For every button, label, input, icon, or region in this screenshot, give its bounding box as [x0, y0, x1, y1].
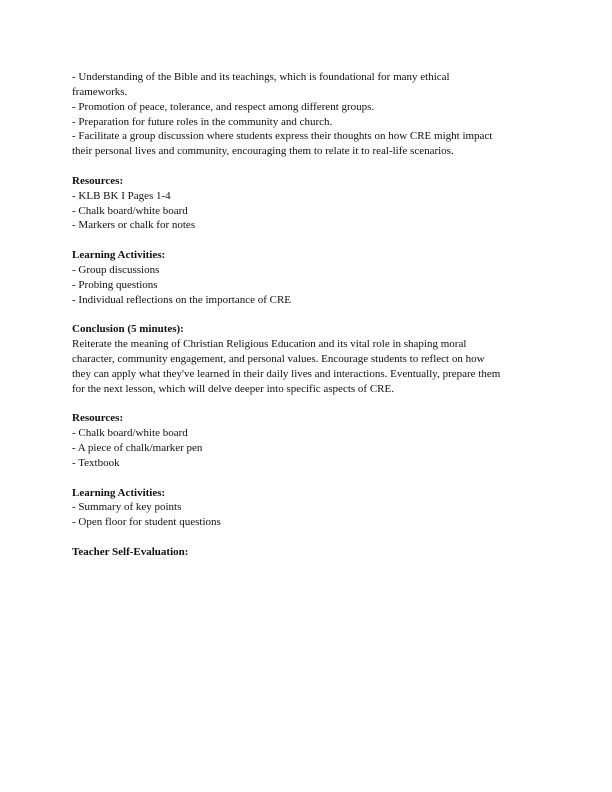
list-item: - Open floor for student questions [72, 516, 221, 529]
text-line: - Understanding of the Bible and its teachings, which is foundational for many ethical [72, 71, 450, 83]
list-item: - A piece of chalk/marker pen [72, 442, 203, 455]
resources-section [72, 174, 552, 233]
text-line: for the next lesson, which will delve deeper into specific aspects of CRE. [72, 382, 394, 395]
list-item: - Summary of key points [72, 501, 182, 514]
text-line: - Preparation for future roles in the community and church. [72, 115, 333, 128]
section-heading: Learning Activities: [72, 249, 166, 262]
list-item: - Group discussions [72, 263, 160, 276]
document-page [72, 70, 552, 560]
intro-list [72, 70, 552, 159]
conclusion-activities-section [72, 486, 552, 531]
text-line: - Promotion of peace, tolerance, and respect among different groups. [72, 100, 375, 113]
text-line: their personal lives and community, encouraging them to relate it to real-life scenarios. [72, 145, 454, 158]
list-item: - Individual reflections on the importance of CRE [72, 293, 292, 306]
text-line: Reiterate the meaning of Christian Religious Education and its vital role in shaping moral [72, 338, 467, 351]
list-item: - Chalk board/white board [72, 204, 188, 217]
conclusion-resources-section [72, 411, 552, 470]
conclusion-section [72, 322, 552, 396]
self-evaluation-heading: Teacher Self-Evaluation: [72, 546, 189, 558]
list-item: - Markers or chalk for notes [72, 219, 196, 232]
list-item: - KLB BK I Pages 1-4 [72, 189, 171, 202]
text-line: character, community engagement, and personal values. Encourage students to reflect on how [72, 353, 485, 366]
list-item: - Probing questions [72, 278, 158, 291]
text-line: frameworks. [72, 85, 128, 98]
text-line: they can apply what they've learned in their daily lives and interactions. Eventually, prepare them [72, 367, 501, 380]
list-item: - Textbook [72, 456, 120, 469]
text-line: - Facilitate a group discussion where students express their thoughts on how CRE might impact [72, 130, 493, 143]
section-heading: Conclusion (5 minutes): [72, 323, 184, 336]
section-heading: Resources: [72, 412, 124, 425]
section-heading: Resources: [72, 174, 124, 187]
list-item: - Chalk board/white board [72, 427, 188, 440]
section-heading: Learning Activities: [72, 486, 166, 499]
learning-activities-section [72, 248, 552, 307]
